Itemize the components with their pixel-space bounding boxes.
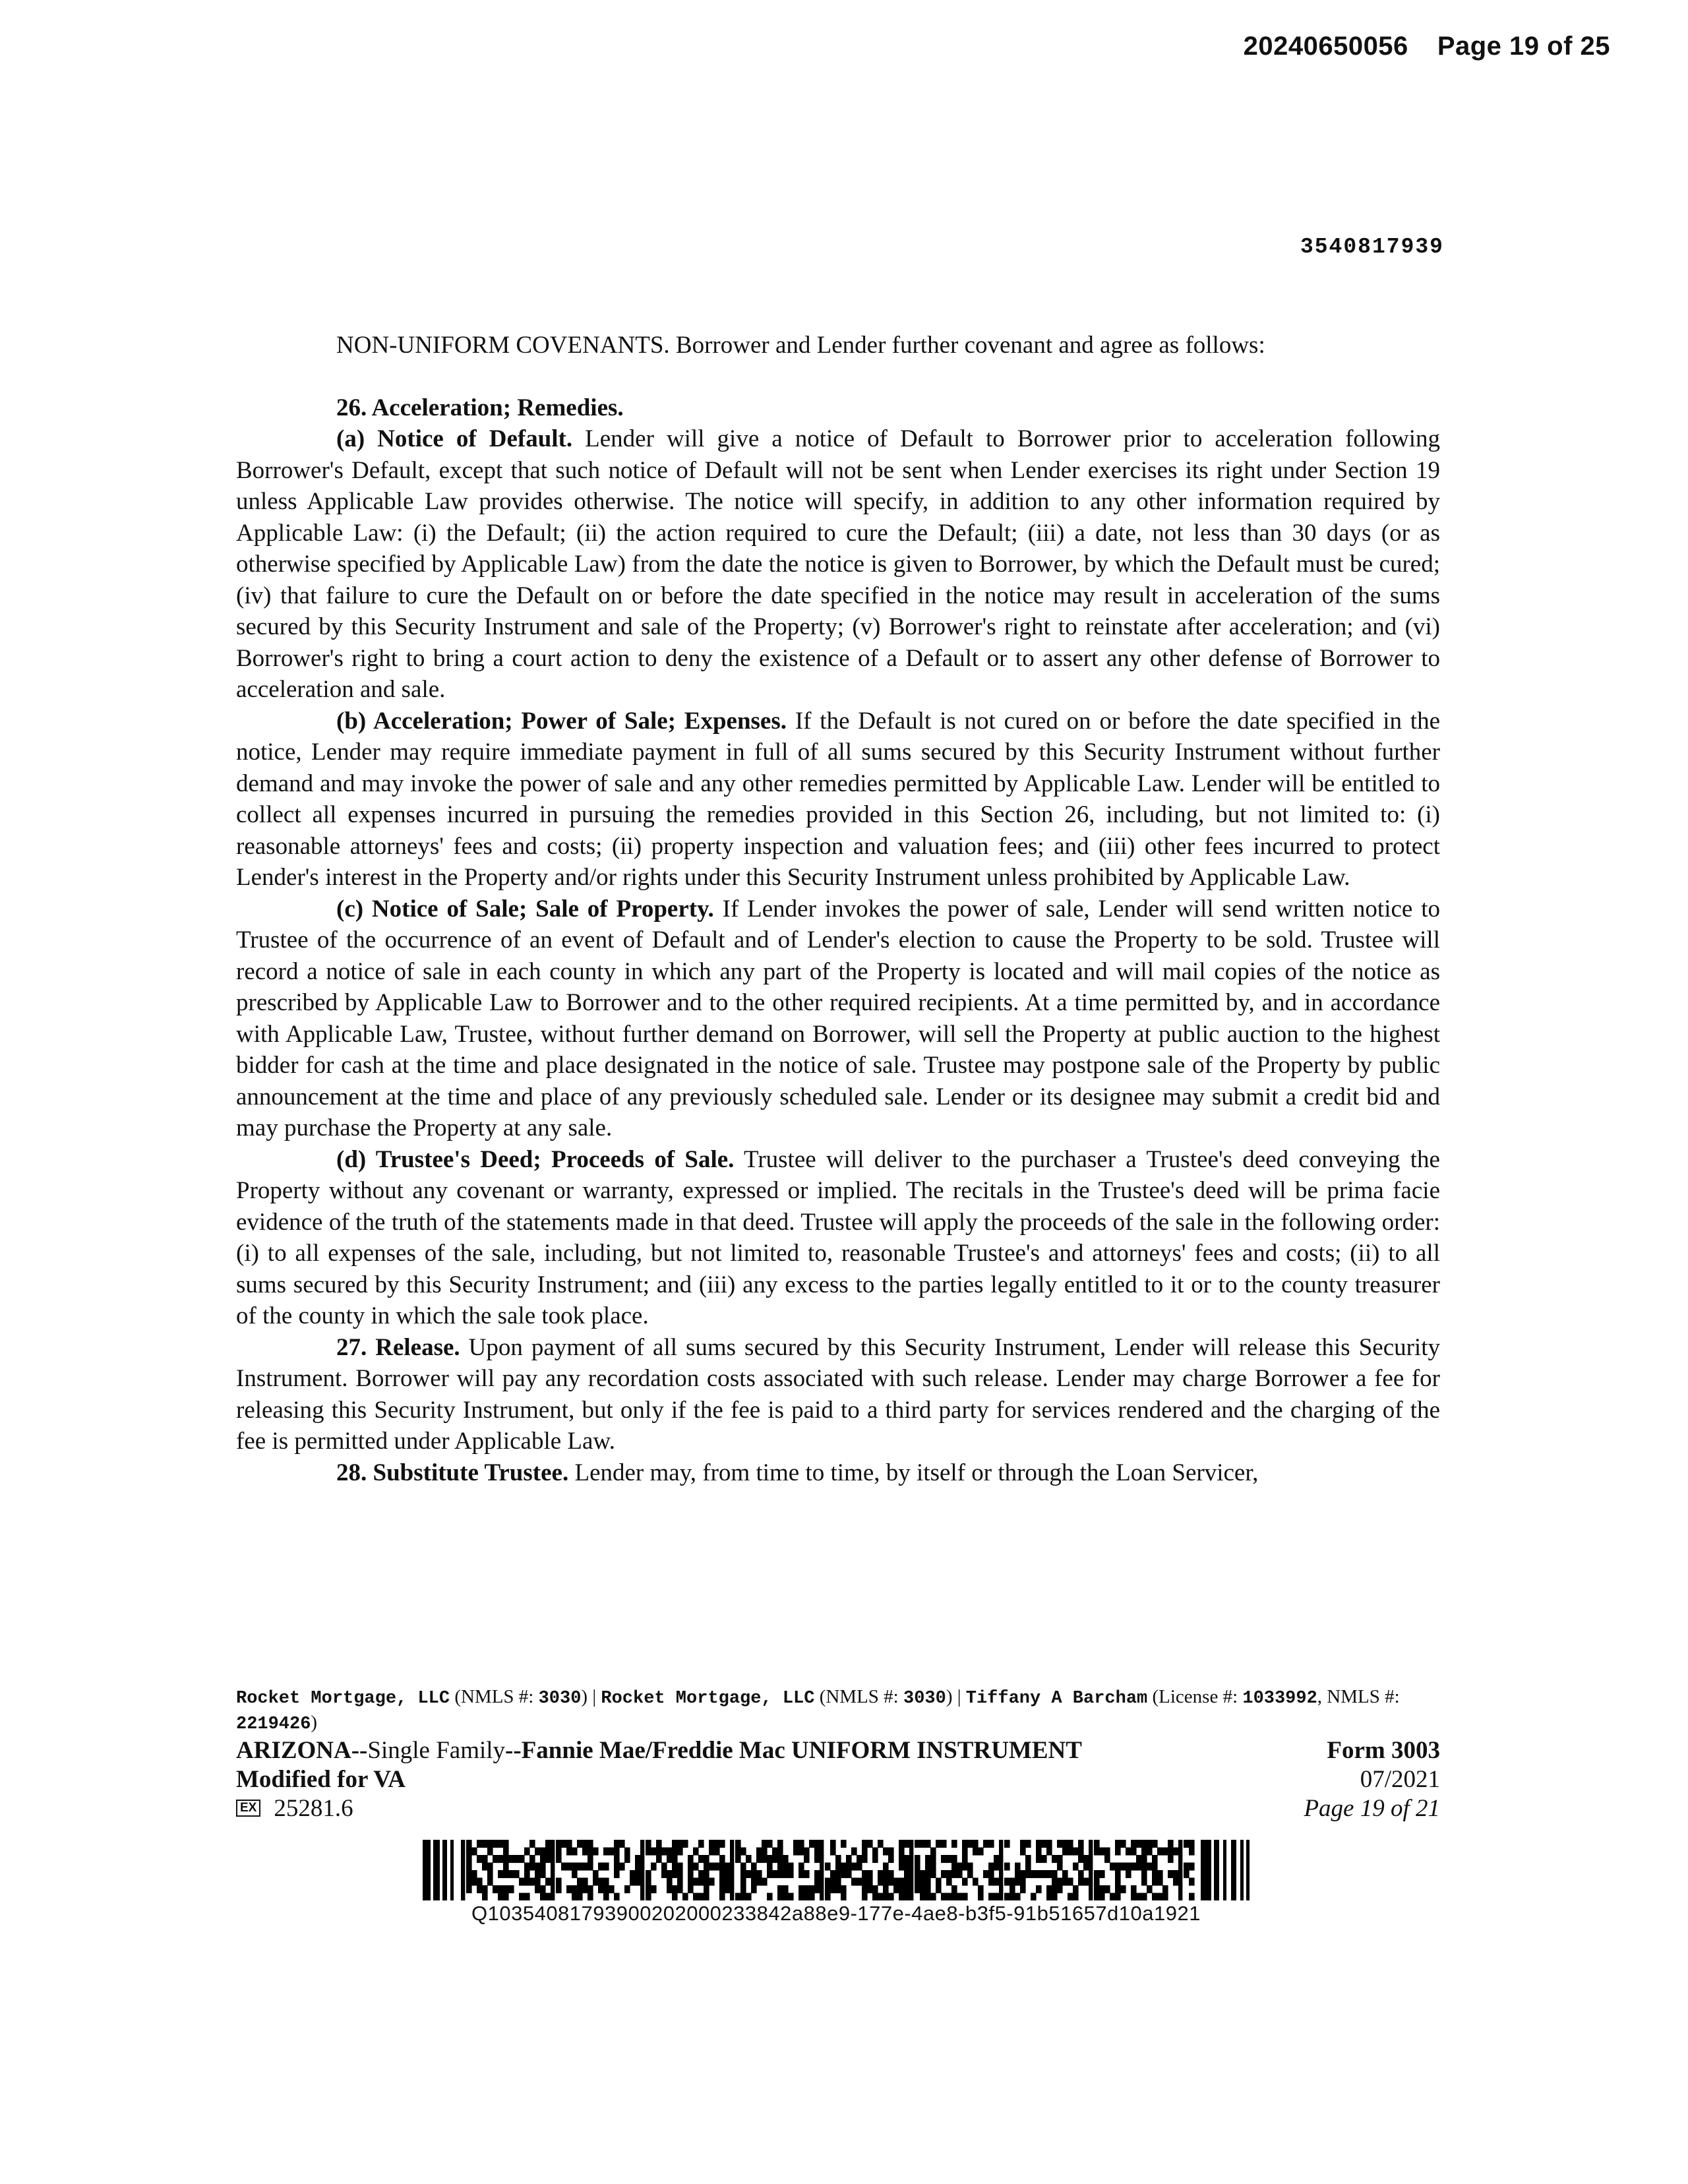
- footer-row-2: [236, 1765, 1440, 1794]
- section-26a: [236, 423, 1440, 706]
- section-28-text: Lender may, from time to time, by itself or through the Loan Servicer,: [568, 1459, 1259, 1486]
- modified-label: Modified for VA: [236, 1766, 406, 1793]
- nmls-label-3: , NMLS #:: [1317, 1686, 1400, 1707]
- section-27-heading: 27. Release.: [336, 1333, 460, 1361]
- section-27: [236, 1332, 1440, 1457]
- form-footer: [236, 1685, 1440, 1823]
- document-body: [236, 330, 1440, 1488]
- license-label: (License #:: [1147, 1686, 1243, 1707]
- close-paren: ): [311, 1712, 318, 1733]
- separator-1: ) |: [581, 1686, 601, 1707]
- nmls-number-1: 3030: [538, 1689, 582, 1709]
- intro-paragraph: NON-UNIFORM COVENANTS. Borrower and Lender further covenant and agree as follows:: [336, 332, 1265, 359]
- barcode-text: Q10354081793900202000233842a88e9-177e-4ae8-b3f5-91b51657d10a1921: [471, 1902, 1201, 1925]
- doc-code-wrap: [236, 1794, 353, 1823]
- section-26c: [236, 894, 1440, 1144]
- section-26b: [236, 706, 1440, 894]
- section-26b-text: If the Default is not cured on or before the date specified in the notice, Lender may require immediate payment in full of all sums secured by this Security Instrument without further demand and may invoke the power of sale and any other remedies permitted by Applicable Law. Lender will be entitled to collect all expenses incurred in pursuing the remedies provided in this Section 26, including, but not limited to: (i) reasonable attorneys' fees and costs; (ii) property inspection and valuation fees; and (iii) other fees incurred to protect Lender's interest in the Property and/or rights under this Security Instrument unless prohibited by Applicable Law.: [236, 707, 1440, 891]
- license-number: 1033992: [1242, 1689, 1317, 1709]
- section-26c-heading: (c) Notice of Sale; Sale of Property.: [336, 895, 714, 923]
- document-code: 25281.6: [274, 1795, 353, 1822]
- section-26a-text: Lender will give a notice of Default to Borrower prior to acceleration following Borrower's Default, except that such notice of Default will not be sent when Lender exercises its right under Section 19 unless Applicable Law provides otherwise. The notice will specify, in addition to any other information required by Applicable Law: (i) the Default; (ii) the action required to cure the Default; (iii) a date, not less than 30 days (or as otherwise specified by Applicable Law) from the date the notice is given to Borrower, by which the Default must be cured; (iv) that failure to cure the Default on or before the date specified in the notice may result in acceleration of the sums secured by this Security Instrument and sale of the Property; (v) Borrower's right to reinstate after acceleration; and (vi) Borrower's right to bring a court action to deny the existence of a Default or to assert any other defense of Borrower to acceleration and sale.: [236, 425, 1440, 703]
- nmls-label-1: (NMLS #:: [450, 1686, 539, 1707]
- family-label: Single Family: [367, 1737, 506, 1764]
- section-26d: [236, 1144, 1440, 1332]
- nmls-label-2: (NMLS #:: [814, 1686, 903, 1707]
- modified-wrap: [236, 1765, 406, 1794]
- nmls-number-2: 3030: [903, 1689, 946, 1709]
- instrument-label: --Fannie Mae/Freddie Mac UNIFORM INSTRUMENT: [505, 1737, 1082, 1764]
- ex-badge-icon: EX: [236, 1800, 260, 1817]
- lender-name-1: Rocket Mortgage, LLC: [236, 1689, 450, 1709]
- section-28-heading: 28. Substitute Trustee.: [336, 1459, 569, 1486]
- instrument-title: [236, 1736, 1082, 1765]
- form-number-wrap: [1327, 1736, 1440, 1765]
- section-26c-text: If Lender invokes the power of sale, Lender will send written notice to Trustee of the occurrence of an event of Default and of Lender's election to cause the Property to be sold. Trustee will record a notice of sale in each county in which any part of the Property is located and will mail copies of the notice as prescribed by Applicable Law to Borrower and to the other required recipients. At a time permitted by, and in accordance with Applicable Law, Trustee, without further demand on Borrower, will sell the Property at public auction to the highest bidder for cash at the time and place designated in the notice of sale. Trustee may postpone sale of the Property by public announcement at the time and place of any previously scheduled sale. Lender or its designee may submit a credit bid and may purchase the Property at any sale.: [236, 895, 1440, 1141]
- recording-header: [1244, 32, 1610, 61]
- loan-originator-name: Tiffany A Barcham: [965, 1689, 1148, 1709]
- lender-identification: [236, 1685, 1440, 1736]
- footer-row-1: [236, 1736, 1440, 1765]
- state-label: ARIZONA--: [236, 1737, 368, 1764]
- form-number: Form 3003: [1327, 1737, 1440, 1764]
- form-date: 07/2021: [1360, 1766, 1440, 1793]
- section-26-heading: 26. Acceleration; Remedies.: [336, 394, 624, 421]
- section-26a-heading: (a) Notice of Default.: [336, 425, 573, 452]
- document-number: 20240650056: [1243, 32, 1408, 61]
- separator-2: ) |: [946, 1686, 966, 1707]
- form-page-number: Page 19 of 21: [1304, 1795, 1440, 1822]
- loan-number: 3540817939: [1300, 235, 1444, 259]
- section-26d-heading: (d) Trustee's Deed; Proceeds of Sale.: [336, 1145, 735, 1173]
- section-27-text: Upon payment of all sums secured by this Security Instrument, Lender will release this Security Instrument. Borrower will pay any recordation costs associated with such release. Lender may charge Borrower a fee for releasing this Security Instrument, but only if the fee is paid to a third party for services rendered and the charging of the fee is permitted under Applicable Law.: [236, 1333, 1440, 1455]
- section-28: [236, 1457, 1440, 1489]
- nmls-number-3: 2219426: [236, 1714, 311, 1734]
- footer-row-3: [236, 1794, 1440, 1823]
- section-26b-heading: (b) Acceleration; Power of Sale; Expenses.: [336, 707, 787, 735]
- barcode-image: [423, 1840, 1250, 1900]
- lender-name-2: Rocket Mortgage, LLC: [601, 1689, 815, 1709]
- section-26-title: [236, 392, 1440, 424]
- recording-page-label: Page 19 of 25: [1437, 32, 1610, 61]
- section-26d-text: Trustee will deliver to the purchaser a Trustee's deed conveying the Property without any covenant or warranty, expressed or implied. The recitals in the Trustee's deed will be prima facie evidence of the truth of the statements made in that deed. Trustee will apply the proceeds of the sale in the following order: (i) to all expenses of the sale, including, but not limited to, reasonable Trustee's and attorneys' fees and costs; (ii) to all sums secured by this Security Instrument; and (iii) any excess to the parties legally entitled to it or to the county treasurer of the county in which the sale took place.: [236, 1145, 1440, 1329]
